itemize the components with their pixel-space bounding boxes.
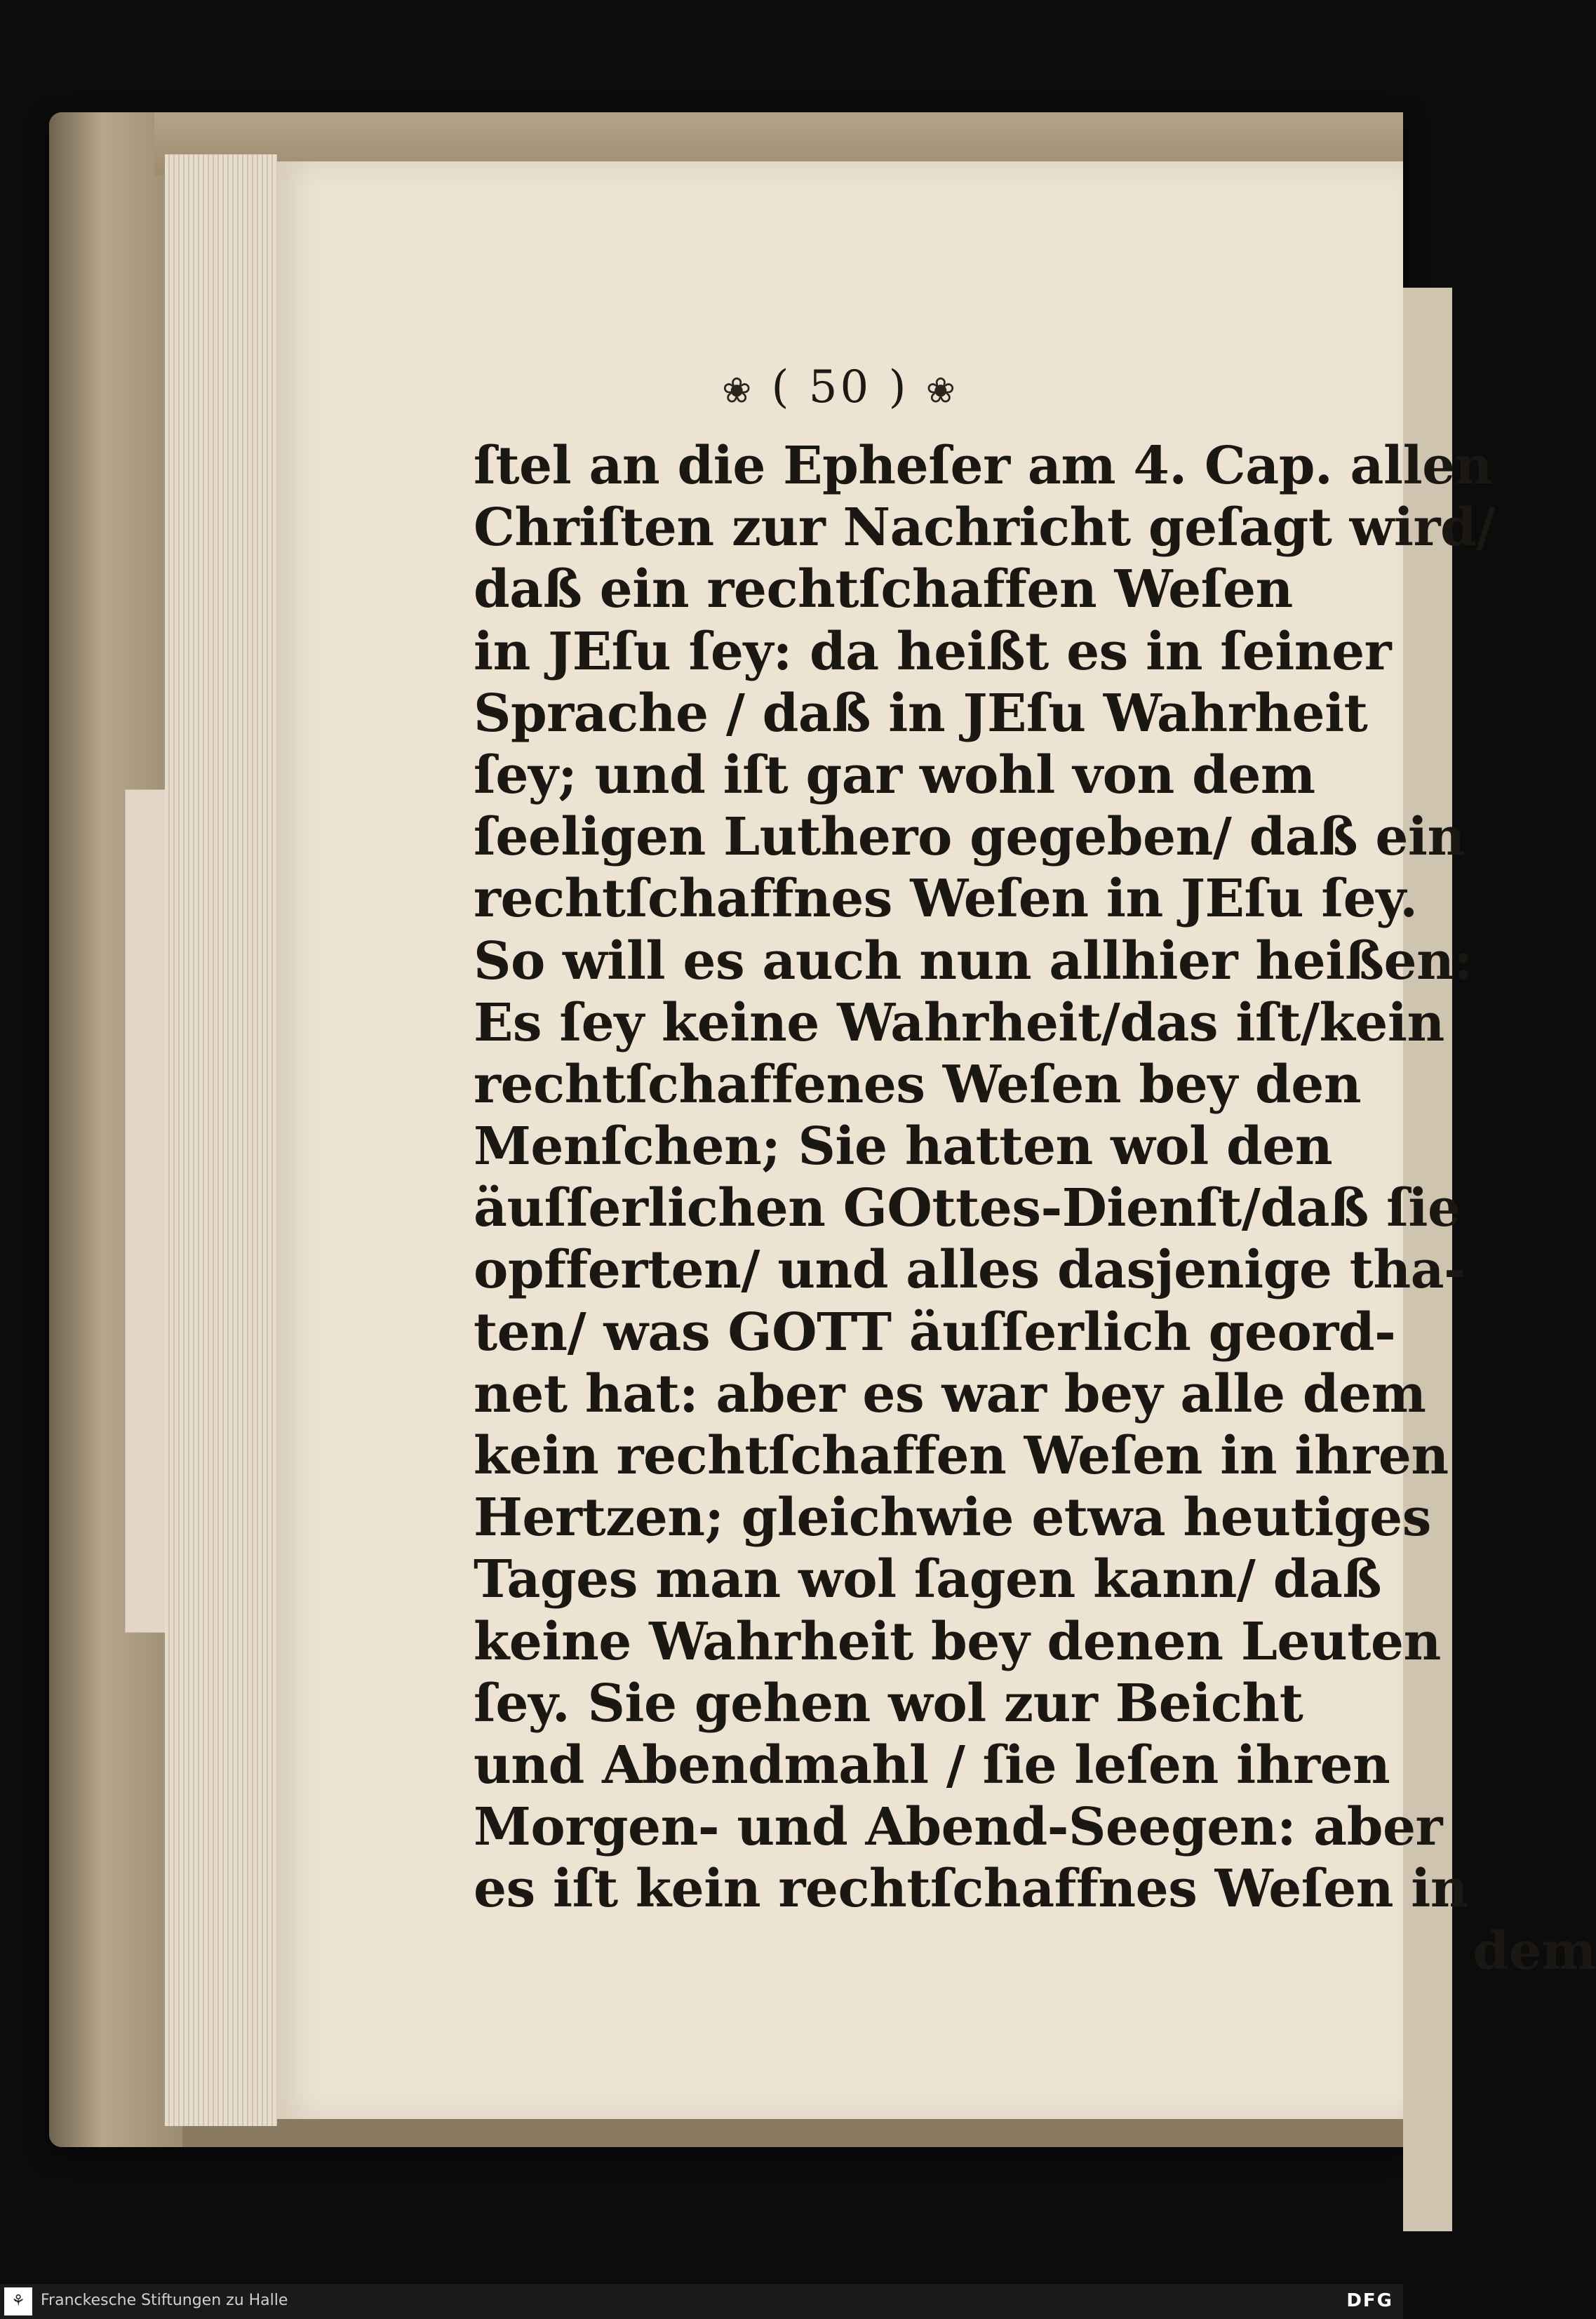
- text-line: Sprache / daß in JEſu Wahrheit: [474, 683, 1368, 744]
- text-line: rechtſchaffnes Weſen in JEſu ſey.: [474, 869, 1418, 930]
- text-line: Morgen- und Abend-Seegen: aber: [474, 1797, 1443, 1858]
- viewer-footer-bar: [0, 2284, 1403, 2319]
- text-line: und Abendmahl / ſie leſen ihren: [474, 1735, 1390, 1796]
- text-line: äuſſerlichen GOttes-Dienſt/daß ſie: [474, 1178, 1461, 1239]
- text-line: keine Wahrheit bey denen Leuten: [474, 1611, 1441, 1672]
- ornament-right-icon: ❀: [925, 370, 958, 411]
- page-header: [277, 361, 1403, 413]
- text-line: Es ſey keine Wahrheit/das iſt/kein: [474, 992, 1444, 1053]
- page-stack-edges: [165, 154, 277, 2126]
- text-line: ſtel an die Epheſer am 4. Cap. allen: [474, 436, 1493, 496]
- institution-logo-icon[interactable]: ⚘: [4, 2287, 32, 2315]
- ornament-left-icon: ❀: [722, 370, 755, 411]
- text-line: es iſt kein rechtſchaffnes Weſen in: [474, 1859, 1468, 1920]
- text-line: ſey; und iſt gar wohl von dem: [474, 744, 1315, 806]
- text-line: net hat: aber es war bey alle dem: [474, 1363, 1426, 1424]
- text-line: Chriſten zur Nachricht geſagt wird/: [474, 497, 1495, 559]
- text-line: rechtſchaffenes Weſen bey den: [474, 1054, 1362, 1115]
- text-line: in JEſu ſey: da heißt es in ſeiner: [474, 621, 1392, 682]
- text-line: Tages man wol ſagen kann/ daß: [474, 1549, 1382, 1610]
- dfg-logo[interactable]: DFG: [1346, 2290, 1393, 2311]
- text-line: ſeeligen Luthero gegeben/ daß ein: [474, 807, 1465, 868]
- text-line: Menſchen; Sie hatten wol den: [474, 1116, 1333, 1177]
- catchword: dem: [1473, 1920, 1596, 1981]
- text-line: daß ein rechtſchaffen Weſen: [474, 559, 1293, 620]
- institution-name: Franckesche Stiftungen zu Halle: [41, 2292, 288, 2309]
- body-text: [474, 435, 1596, 1982]
- text-line: ſey. Sie gehen wol zur Beicht: [474, 1673, 1303, 1734]
- text-line: So will es auch nun allhier heißen:: [474, 930, 1473, 991]
- page-number: ( 50 ): [771, 361, 909, 413]
- text-line: ten/ was GOTT äuſſerlich geord-: [474, 1302, 1396, 1363]
- text-line: Hertzen; gleichwie etwa heutiges: [474, 1488, 1431, 1549]
- book: [49, 112, 1596, 2147]
- text-line: opfferten/ und alles dasjenige tha-: [474, 1240, 1466, 1301]
- book-page: [277, 161, 1596, 2119]
- text-line: kein rechtſchaffen Weſen in ihren: [474, 1426, 1449, 1486]
